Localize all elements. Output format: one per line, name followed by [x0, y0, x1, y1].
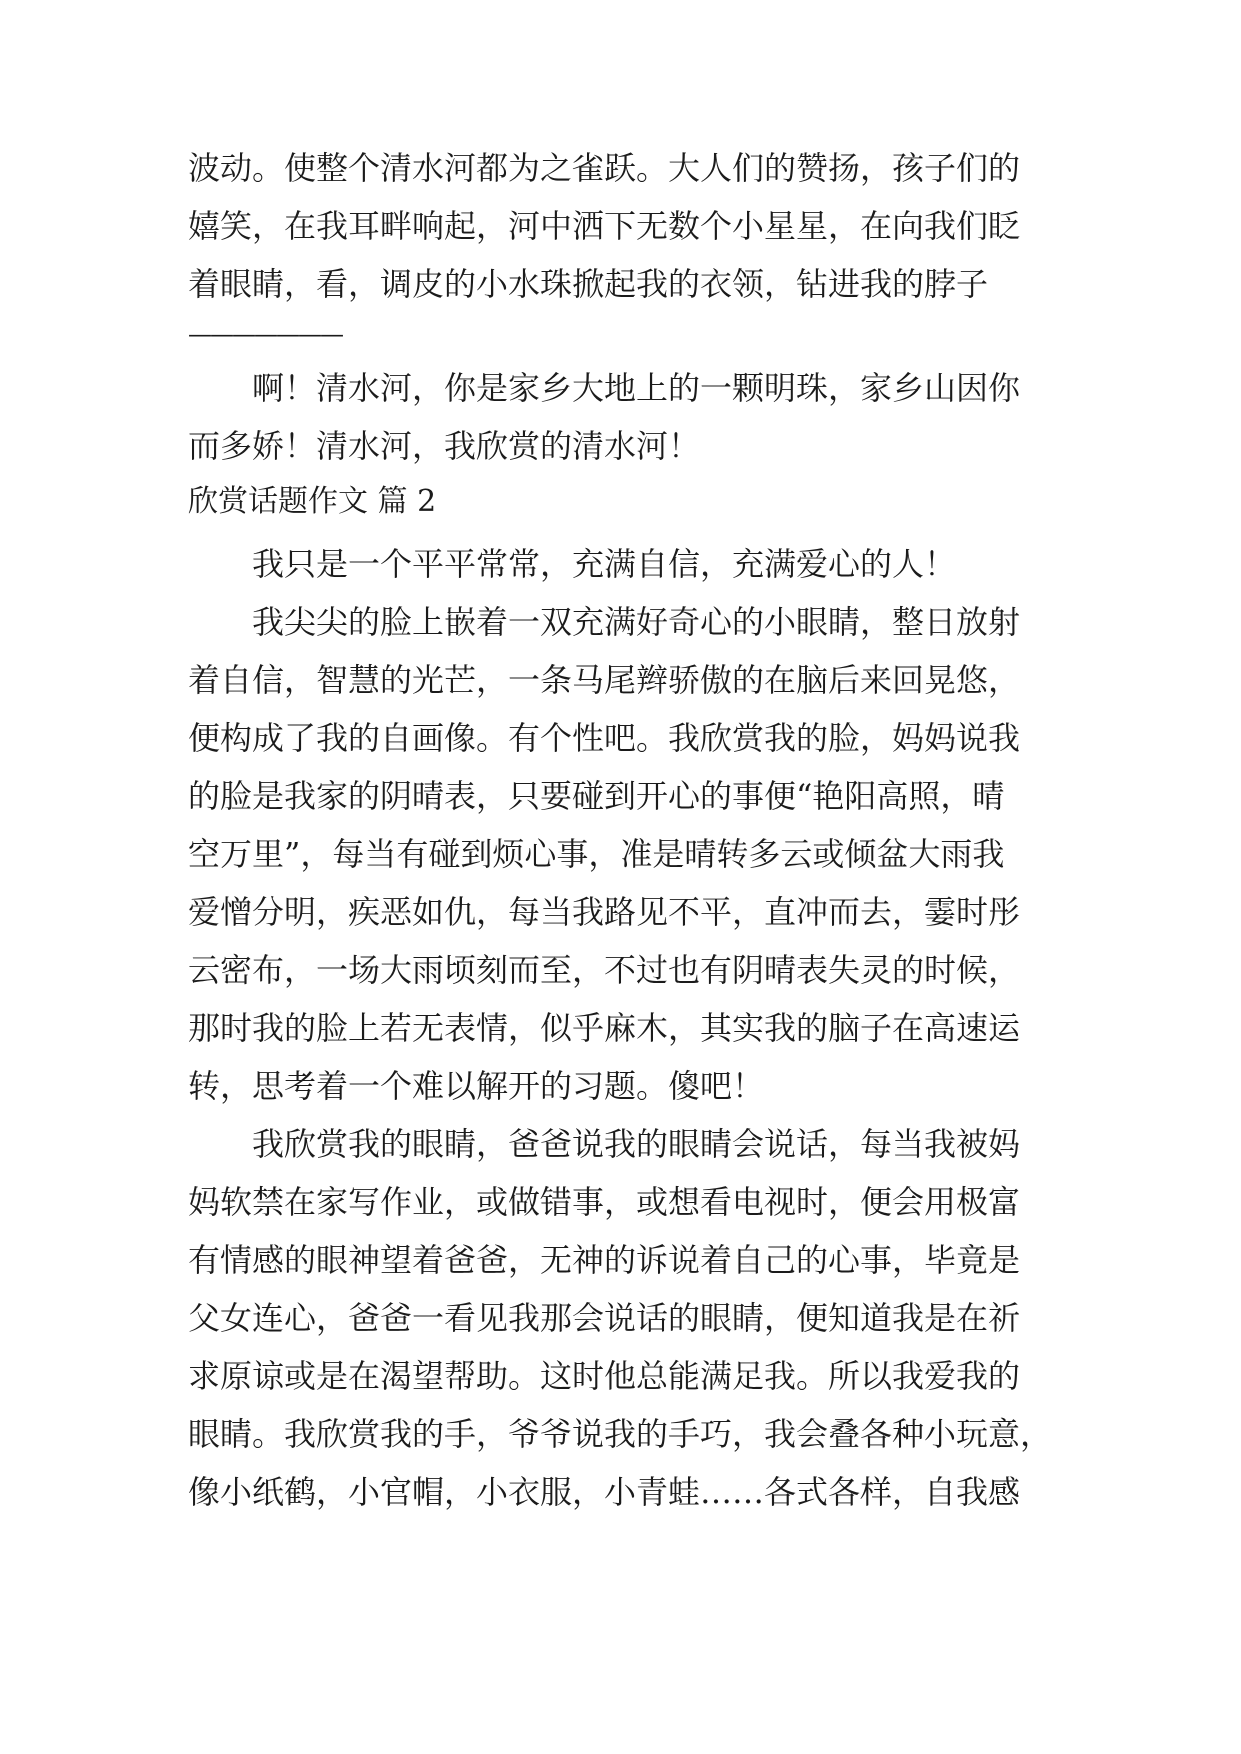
paragraph-line: 我欣赏我的眼睛，爸爸说我的眼睛会说话，每当我被妈 [188, 1125, 1021, 1163]
paragraph-line: 空万里”，每当有碰到烦心事，准是晴转多云或倾盆大雨我 [188, 835, 1005, 873]
paragraph-line: 妈软禁在家写作业，或做错事，或想看电视时，便会用极富 [188, 1183, 1021, 1221]
paragraph-line: 我只是一个平平常常，充满自信，充满爱心的人！ [188, 545, 957, 583]
paragraph-line: 的脸是我家的阴晴表，只要碰到开心的事便“艳阳高照，晴 [188, 777, 1005, 815]
paragraph-line: 求原谅或是在渴望帮助。这时他总能满足我。所以我爱我的 [188, 1357, 1021, 1395]
paragraph-line: 眼睛。我欣赏我的手，爷爷说我的手巧，我会叠各种小玩意， [188, 1415, 1053, 1453]
paragraph-line: 那时我的脸上若无表情，似乎麻木，其实我的脑子在高速运 [188, 1009, 1021, 1047]
dash-line: ——————— [188, 320, 342, 348]
paragraph-line: 啊！清水河，你是家乡大地上的一颗明珠，家乡山因你 [188, 369, 1021, 407]
section-heading: 欣赏话题作文 篇 2 [188, 484, 437, 519]
paragraph-line: 转，思考着一个难以解开的习题。傻吧！ [188, 1067, 765, 1105]
paragraph-line: 着自信，智慧的光芒，一条马尾辫骄傲的在脑后来回晃悠， [188, 661, 1021, 699]
paragraph-line: 嬉笑，在我耳畔响起，河中洒下无数个小星星，在向我们眨 [188, 207, 1021, 245]
paragraph-line: 爱憎分明，疾恶如仇，每当我路见不平，直冲而去，霎时彤 [188, 893, 1021, 931]
paragraph-line: 云密布，一场大雨顷刻而至，不过也有阴晴表失灵的时候， [188, 951, 1021, 989]
paragraph-line: 像小纸鹤，小官帽，小衣服，小青蛙……各式各样，自我感 [188, 1473, 1021, 1511]
paragraph-line: 而多娇！清水河，我欣赏的清水河！ [188, 427, 701, 465]
paragraph-line: 波动。使整个清水河都为之雀跃。大人们的赞扬，孩子们的 [188, 149, 1021, 187]
paragraph-line: 父女连心，爸爸一看见我那会说话的眼睛，便知道我是在祈 [188, 1299, 1021, 1337]
paragraph-line: 我尖尖的脸上嵌着一双充满好奇心的小眼睛，整日放射 [188, 603, 1021, 641]
paragraph-line: 便构成了我的自画像。有个性吧。我欣赏我的脸，妈妈说我 [188, 719, 1021, 757]
paragraph-line: 着眼睛，看，调皮的小水珠掀起我的衣领，钻进我的脖子 [188, 265, 989, 303]
paragraph-line: 有情感的眼神望着爸爸，无神的诉说着自己的心事，毕竟是 [188, 1241, 1021, 1279]
